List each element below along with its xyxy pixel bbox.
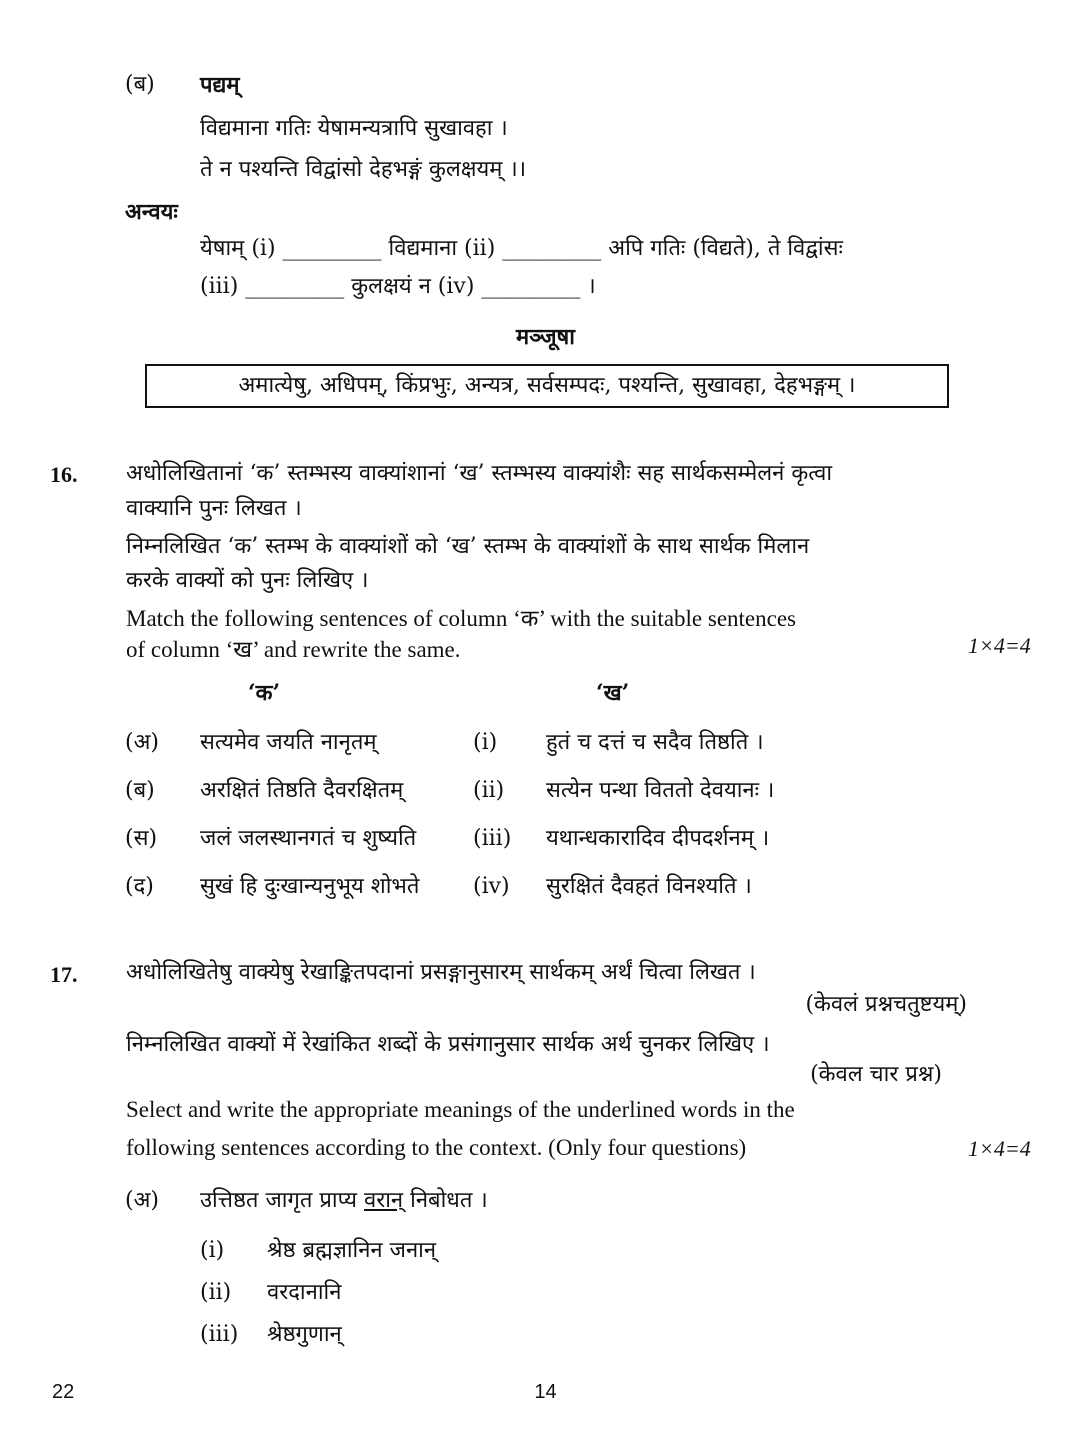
match-row-left: सत्यमेव जयति नानृतम् [200,730,377,755]
match-row-right: यथान्धकारादिव दीपदर्शनम् । [546,826,770,851]
match-row-left: अरक्षितं तिष्ठति दैवरक्षितम् [200,778,404,803]
match-row-right: सत्येन पन्था विततो देवयानः । [546,778,775,803]
q17-part-post: निबोधत । [410,1188,488,1213]
option-number: (ii) [200,1280,232,1305]
match-row-right: हुतं च दत्तं च सदैव तिष्ठति । [546,730,764,755]
q17-english-line-1: Select and write the appropriate meanings of the underlined words in the [126,1097,795,1122]
q16-english-line-1: Match the following sentences of column ‘क’ with the suitable sentences [126,606,796,631]
q16-marks: 1×4=4 [968,633,1031,658]
q17-part-sentence [200,1186,488,1216]
verse-line-2: ते न पश्यन्ति विद्वांसो देहभङ्गं कुलक्षयम् ।। [200,157,527,182]
match-row-label: (अ) [125,730,159,755]
q16-sanskrit-line-2: वाक्यानि पुनः लिखत । [126,496,302,521]
q17-hindi-note: (केवल चार प्रश्न) [810,1062,942,1087]
question-number-17: 17. [50,962,78,987]
column-kha-heading: ‘ख’ [596,680,630,706]
column-ka-heading: ‘क’ [248,680,281,706]
q17-part-label: (अ) [125,1188,159,1213]
q17-hindi-line-1: निम्नलिखित वाक्यों में रेखांकित शब्दों के प्रसंगानुसार सार्थक अर्थ चुनकर लिखिए । [126,1032,770,1057]
match-row-left: सुखं हि दुःखान्यनुभूय शोभते [200,874,420,899]
manjusha-words: अमात्येषु, अधिपम्, किंप्रभुः, अन्यत्र, सर्वसम्पदः, पश्यन्ति, सुखावहा, देहभङ्गम् । [238,373,856,398]
page-number: 14 [534,1381,557,1403]
match-row-num: (iii) [473,826,512,851]
q16-sanskrit-line-1: अधोलिखितानां ‘क’ स्तम्भस्य वाक्यांशानां ‘ख’ स्तम्भस्य वाक्यांशैः सह सार्थकसम्मेलनं कृत्वा [126,461,833,486]
manjusha-box [145,364,949,408]
q17-english-line-2: following sentences according to the context. (Only four questions) [126,1135,747,1160]
q16-english-line-2: of column ‘ख’ and rewrite the same. [126,637,461,662]
match-row-label: (द) [125,874,154,899]
q16-hindi-line-1: निम्नलिखित ‘क’ स्तम्भ के वाक्यांशों को ‘ख’ स्तम्भ के वाक्यांशों के साथ सार्थक मिलान [126,534,810,559]
section-label: (ब) [125,72,155,97]
option-text: वरदानानि [267,1280,342,1305]
anvaya-line-2: (iii) _________ कुलक्षयं न (iv) _________ । [200,274,596,299]
match-row-label: (स) [125,826,158,851]
match-row-label: (ब) [125,778,155,803]
match-row-num: (iv) [473,874,510,899]
option-number: (i) [200,1238,225,1263]
option-text: श्रेष्ठगुणान् [267,1322,342,1347]
q16-hindi-line-2: करके वाक्यों को पुनः लिखिए । [126,568,369,593]
paper-code: 22 [52,1381,75,1403]
match-row-num: (i) [473,730,498,755]
anvaya-label: अन्वयः [125,199,178,225]
verse-line-1: विद्यमाना गतिः येषामन्यत्रापि सुखावहा । [200,116,508,141]
section-heading: पद्यम् [200,72,240,98]
q17-sanskrit-line-1: अधोलिखितेषु वाक्येषु रेखाङ्कितपदानां प्रसङ्गानुसारम् सार्थकम् अर्थं चित्वा लिखत । [126,960,756,985]
manjusha-title: मञ्जूषा [516,324,575,350]
match-row-left: जलं जलस्थानगतं च शुष्यति [200,826,417,851]
q17-marks: 1×4=4 [968,1136,1031,1161]
option-number: (iii) [200,1322,239,1347]
option-text: श्रेष्ठ ब्रह्मज्ञानिन जनान् [267,1238,437,1263]
q17-part-pre: उत्तिष्ठत जागृत प्राप्य [200,1188,357,1213]
question-number-16: 16. [50,462,78,487]
q17-underlined-word: वरान् [364,1188,404,1213]
q17-sanskrit-note: (केवलं प्रश्नचतुष्टयम्) [805,992,967,1017]
match-row-num: (ii) [473,778,505,803]
match-row-right: सुरक्षितं दैवहतं विनश्यति । [546,874,752,899]
anvaya-line-1: येषाम् (i) _________ विद्यमाना (ii) _________ अपि गतिः (विद्यते), ते विद्वांसः [200,236,843,261]
